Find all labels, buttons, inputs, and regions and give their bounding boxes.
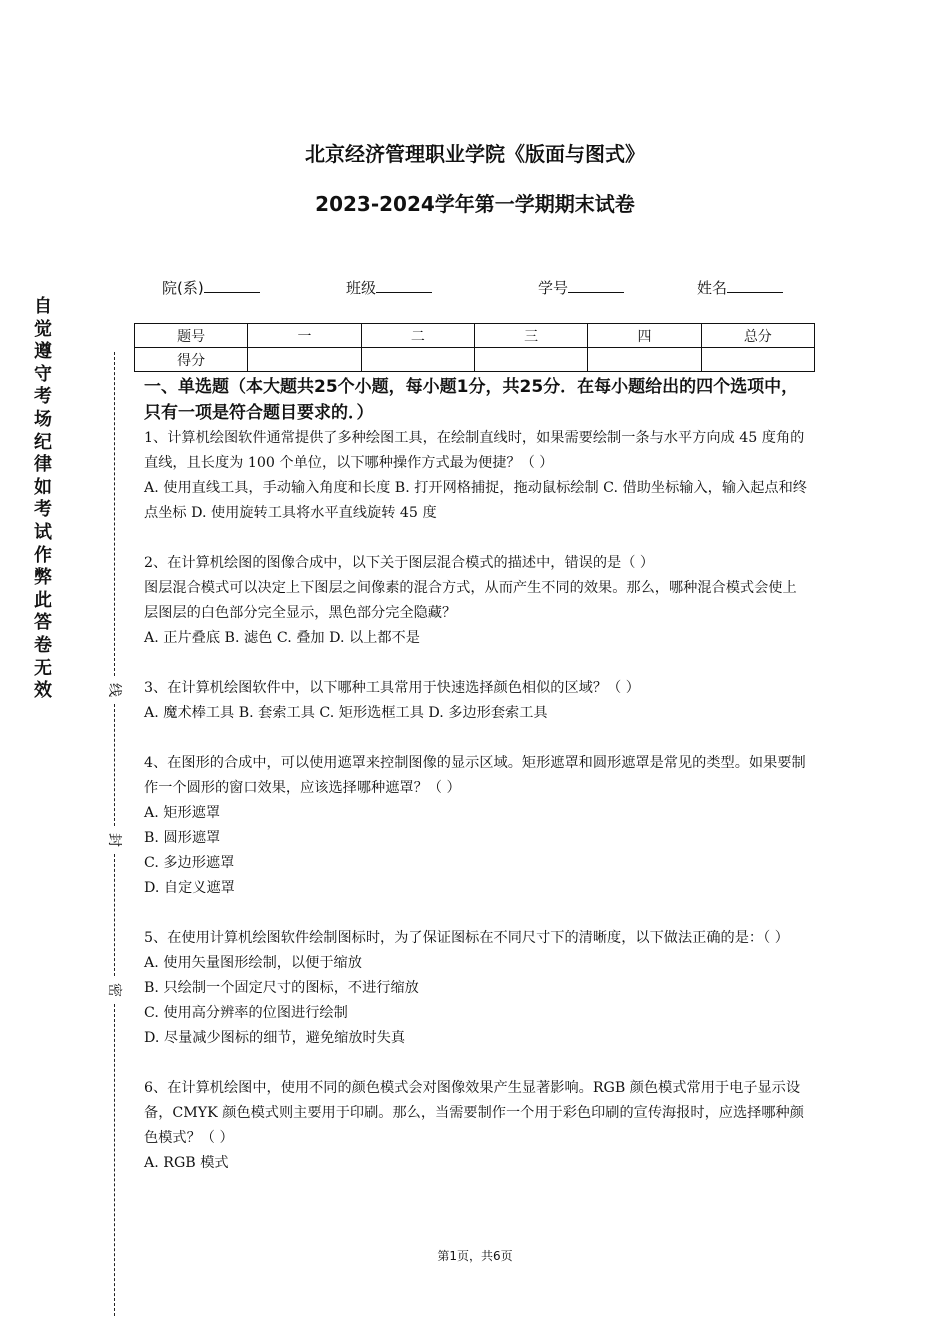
seal-char-mi: 密 bbox=[105, 981, 125, 999]
seal-dashed-line bbox=[114, 854, 115, 976]
option-b: B. 只绘制一个固定尺寸的图标，不进行缩放 bbox=[144, 980, 419, 996]
side-notice-char: 自 bbox=[34, 296, 52, 317]
side-notice-char: 遵 bbox=[34, 341, 52, 363]
side-notice-char: 纪 bbox=[34, 431, 52, 453]
question-1 bbox=[144, 426, 810, 526]
question-stem: 2、在计算机绘图的图像合成中，以下关于图层混合模式的描述中，错误的是（ ） bbox=[144, 555, 655, 571]
score-header-cell: 二 bbox=[361, 324, 474, 348]
question-text: 图层混合模式可以决定上下图层之间像素的混合方式，从而产生不同的效果。那么，哪种混合模式会使上层图层的白色部分完全显示，黑色部分完全隐藏？ bbox=[144, 580, 797, 621]
side-notice-char: 弊 bbox=[34, 567, 52, 589]
section-heading: 一、单选题（本大题共25个小题，每小题1分，共25分．在每小题给出的四个选项中，只有一项是符合题目要求的．） bbox=[144, 377, 799, 423]
question-3 bbox=[144, 676, 810, 726]
seal-dashed-line bbox=[114, 1004, 115, 1316]
side-notice-char: 答 bbox=[34, 612, 52, 634]
question-options: A. 使用直线工具，手动输入角度和长度 B. 打开网格捕捉，拖动鼠标绘制 C. 借助坐标输入，输入起点和终点坐标 D. 使用旋转工具将水平直线旋转 45 度 bbox=[144, 480, 807, 521]
side-notice-char: 效 bbox=[34, 680, 52, 702]
class-blank[interactable] bbox=[376, 276, 432, 293]
side-notice-char: 此 bbox=[34, 589, 52, 611]
side-notice-char: 守 bbox=[34, 363, 52, 385]
option-a: A. 使用矢量图形绘制，以便于缩放 bbox=[144, 955, 362, 971]
side-notice-char: 律 bbox=[34, 454, 52, 476]
dept-field bbox=[162, 276, 260, 298]
side-notice-char: 考 bbox=[34, 386, 52, 408]
score-header-cell: 题号 bbox=[135, 324, 248, 348]
question-stem: 3、在计算机绘图软件中，以下哪种工具常用于快速选择颜色相似的区域？（ ） bbox=[144, 680, 640, 696]
side-notice-char: 觉 bbox=[34, 318, 52, 340]
seal-char-xian: 线 bbox=[105, 681, 125, 699]
score-cell[interactable] bbox=[248, 348, 361, 372]
side-notice-char: 作 bbox=[34, 544, 52, 566]
seal-char-feng: 封 bbox=[105, 831, 125, 849]
question-4 bbox=[144, 751, 810, 901]
score-header-cell: 四 bbox=[588, 324, 701, 348]
student-id-blank[interactable] bbox=[568, 276, 624, 293]
name-label: 姓名 bbox=[697, 279, 728, 297]
side-notice-char: 试 bbox=[34, 521, 52, 543]
page-footer: 第1页，共6页 bbox=[437, 1249, 513, 1263]
score-row-label: 得分 bbox=[135, 348, 248, 372]
score-cell[interactable] bbox=[588, 348, 701, 372]
score-table-score-row bbox=[135, 348, 815, 372]
side-notice-vertical bbox=[30, 296, 56, 703]
option-d: D. 自定义遮罩 bbox=[144, 880, 235, 896]
seal-dashed-line bbox=[114, 352, 115, 676]
option-c: C. 多边形遮罩 bbox=[144, 855, 235, 871]
question-stem: 6、在计算机绘图中，使用不同的颜色模式会对图像效果产生显著影响。RGB 颜色模式常用于电子显示设备，CMYK 颜色模式则主要用于印刷。那么，当需要制作一个用于彩色印刷的宣传海报时，应选择哪种颜色模式？（ ） bbox=[144, 1080, 804, 1146]
score-header-cell: 一 bbox=[248, 324, 361, 348]
option-d: D. 尽量减少图标的细节，避免缩放时失真 bbox=[144, 1030, 406, 1046]
exam-content bbox=[144, 374, 810, 1176]
question-options: A. 魔术棒工具 B. 套索工具 C. 矩形选框工具 D. 多边形套索工具 bbox=[144, 705, 548, 721]
score-cell[interactable] bbox=[701, 348, 814, 372]
dept-blank[interactable] bbox=[204, 276, 260, 293]
class-field bbox=[346, 276, 432, 298]
score-cell[interactable] bbox=[474, 348, 587, 372]
score-table bbox=[134, 323, 815, 372]
question-stem: 5、在使用计算机绘图软件绘制图标时，为了保证图标在不同尺寸下的清晰度，以下做法正确的是：（ ） bbox=[144, 930, 789, 946]
side-notice-char: 如 bbox=[34, 476, 52, 498]
side-notice-char: 场 bbox=[34, 408, 52, 430]
option-a: A. 矩形遮罩 bbox=[144, 805, 221, 821]
exam-title-line1: 北京经济管理职业学院《版面与图式》 bbox=[305, 142, 645, 166]
option-a: A. RGB 模式 bbox=[144, 1155, 229, 1171]
exam-title-line2: 2023-2024学年第一学期期末试卷 bbox=[315, 192, 635, 216]
score-header-cell: 总分 bbox=[701, 324, 814, 348]
name-blank[interactable] bbox=[727, 276, 783, 293]
seal-dashed-line bbox=[114, 704, 115, 826]
student-id-label: 学号 bbox=[538, 279, 569, 297]
option-c: C. 使用高分辨率的位图进行绘制 bbox=[144, 1005, 348, 1021]
score-header-cell: 三 bbox=[474, 324, 587, 348]
side-notice-char: 卷 bbox=[34, 634, 52, 656]
name-field bbox=[697, 276, 783, 298]
question-stem: 4、在图形的合成中，可以使用遮罩来控制图像的显示区域。矩形遮罩和圆形遮罩是常见的类型。如果要制作一个圆形的窗口效果，应该选择哪种遮罩？（ ） bbox=[144, 755, 806, 796]
question-stem: 1、计算机绘图软件通常提供了多种绘图工具，在绘制直线时，如果需要绘制一条与水平方向成 45 度角的直线，且长度为 100 个单位，以下哪种操作方式最为便捷？（ ） bbox=[144, 430, 805, 471]
score-table-header-row bbox=[135, 324, 815, 348]
question-2 bbox=[144, 551, 810, 651]
question-options: A. 正片叠底 B. 滤色 C. 叠加 D. 以上都不是 bbox=[144, 630, 420, 646]
question-5 bbox=[144, 926, 810, 1051]
side-notice-char: 无 bbox=[34, 657, 52, 679]
dept-label: 院(系) bbox=[162, 279, 204, 297]
side-notice-char: 考 bbox=[34, 499, 52, 521]
student-id-field bbox=[538, 276, 624, 298]
score-cell[interactable] bbox=[361, 348, 474, 372]
class-label: 班级 bbox=[346, 279, 377, 297]
question-6 bbox=[144, 1076, 810, 1176]
option-b: B. 圆形遮罩 bbox=[144, 830, 221, 846]
